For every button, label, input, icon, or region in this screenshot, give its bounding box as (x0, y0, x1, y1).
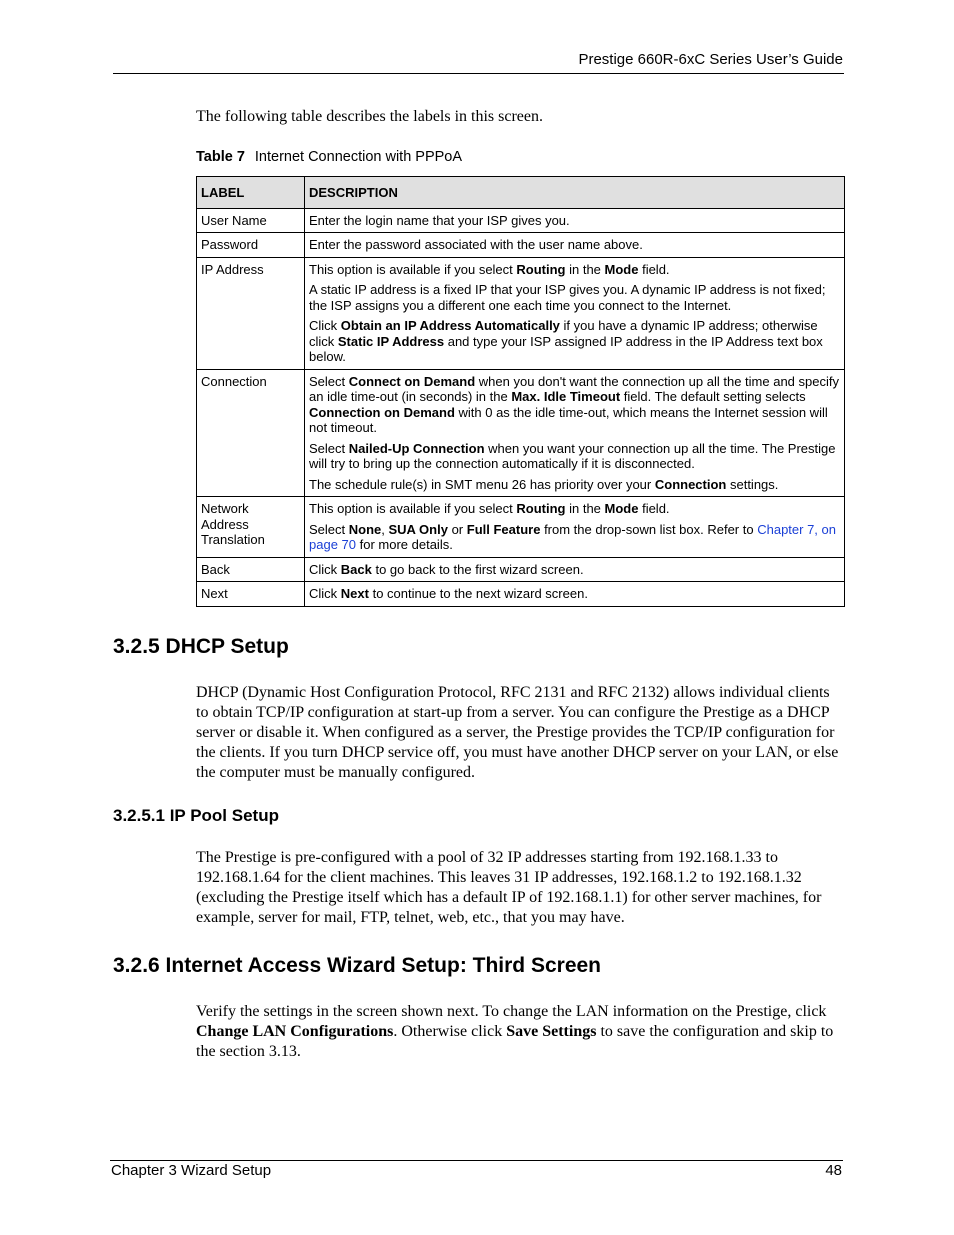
table-row (197, 369, 845, 497)
header-rule (113, 73, 844, 74)
description-paragraph: This option is available if you select Routing in the Mode field. (309, 501, 670, 516)
row-description: Enter the password associated with the user name above. (305, 233, 845, 258)
table-caption (196, 149, 462, 165)
row-description (305, 257, 845, 369)
description-paragraph: Click Obtain an IP Address Automatically if you have a dynamic IP address; otherwise click Static IP Address and type your ISP assigned IP address in the IP Address text box below. (309, 318, 823, 364)
table-caption-title: Internet Connection with PPPoA (254, 149, 463, 165)
labels-table (196, 176, 845, 607)
chapter-7-link[interactable]: Chapter 7, on page 70 (309, 521, 836, 552)
row-label: Connection (197, 369, 305, 497)
row-label: IP Address (197, 257, 305, 369)
row-description (305, 369, 845, 497)
row-label: Network Address Translation (197, 497, 305, 558)
table-header-row (197, 177, 845, 209)
table-row (197, 257, 845, 369)
section-heading-ip-pool-setup: 3.2.5.1 IP Pool Setup (113, 806, 279, 825)
row-description: Enter the login name that your ISP gives you. (305, 208, 845, 233)
description-paragraph: Select Connect on Demand when you don't want the connection up all the time and specify an idle time-out (in seconds) in the Max. Idle Timeout field. The default setting selects Connection on Demand with 0 as the idle time-out, which means the Internet session will not timeout. (309, 373, 839, 435)
description-paragraph: A static IP address is a fixed IP that your ISP gives you. A dynamic IP address is not fixed; the ISP assigns you a different one each time you connect to the Internet. (309, 282, 826, 313)
dhcp-paragraph: DHCP (Dynamic Host Configuration Protocol, RFC 2131 and RFC 2132) allows individual clients to obtain TCP/IP configuration at start-up from a server. You can configure the Prestige as a DHCP server or disable it. When configured as a server, the Prestige provides the TCP/IP configuration for the clients. If you turn DHCP service off, you must have another DHCP server on your LAN, or else the computer must be manually configured. (196, 684, 839, 781)
description-paragraph: The schedule rule(s) in SMT menu 26 has priority over your Connection settings. (309, 476, 779, 492)
description-paragraph: Select None, SUA Only or Full Feature from the drop-sown list box. Refer to Chapter 7, on page 70 for more details. (309, 521, 836, 552)
col-label-header: LABEL (197, 177, 305, 209)
section-heading-dhcp-setup: 3.2.5 DHCP Setup (113, 635, 289, 658)
row-label: Next (197, 582, 305, 607)
table-row (197, 582, 845, 607)
table-row (197, 557, 845, 582)
col-description-header: DESCRIPTION (305, 177, 845, 209)
intro-paragraph: The following table describes the labels in this screen. (196, 108, 544, 125)
ip-pool-paragraph: The Prestige is pre-configured with a pool of 32 IP addresses starting from 192.168.1.33 to 192.168.1.64 for the client machines. This leaves 31 IP addresses, 192.168.1.2 to 192.168.1.32 (excluding the Prestige itself which has a default IP of 192.168.1.1) for other server machines, for example, server for mail, FTP, telnet, web, etc., that you may have. (196, 849, 822, 926)
page-number: 48 (825, 1162, 842, 1179)
row-description: Click Next to continue to the next wizard screen. (305, 582, 845, 607)
table-row (197, 208, 845, 233)
footer-chapter: Chapter 3 Wizard Setup (111, 1162, 272, 1179)
running-header: Prestige 660R-6xC Series User’s Guide (578, 51, 843, 68)
footer-rule (110, 1160, 843, 1161)
description-paragraph: This option is available if you select Routing in the Mode field. (309, 261, 670, 277)
row-label: Back (197, 557, 305, 582)
third-screen-paragraph: Verify the settings in the screen shown next. To change the LAN information on the Prestige, click Change LAN Configurations. Otherwise click Save Settings to save the configuration and skip to the section 3.13. (196, 1003, 834, 1060)
row-label: Password (197, 233, 305, 258)
row-description: Click Back to go back to the first wizard screen. (305, 557, 845, 582)
table-row (197, 497, 845, 558)
table-caption-number: Table 7 (196, 149, 245, 165)
table-row (197, 233, 845, 258)
row-description (305, 497, 845, 558)
section-heading-third-screen: 3.2.6 Internet Access Wizard Setup: Third Screen (113, 954, 602, 977)
row-label: User Name (197, 208, 305, 233)
description-paragraph: Select Nailed-Up Connection when you want your connection up all the time. The Prestige will try to bring up the connection automatically if it is disconnected. (309, 440, 836, 471)
